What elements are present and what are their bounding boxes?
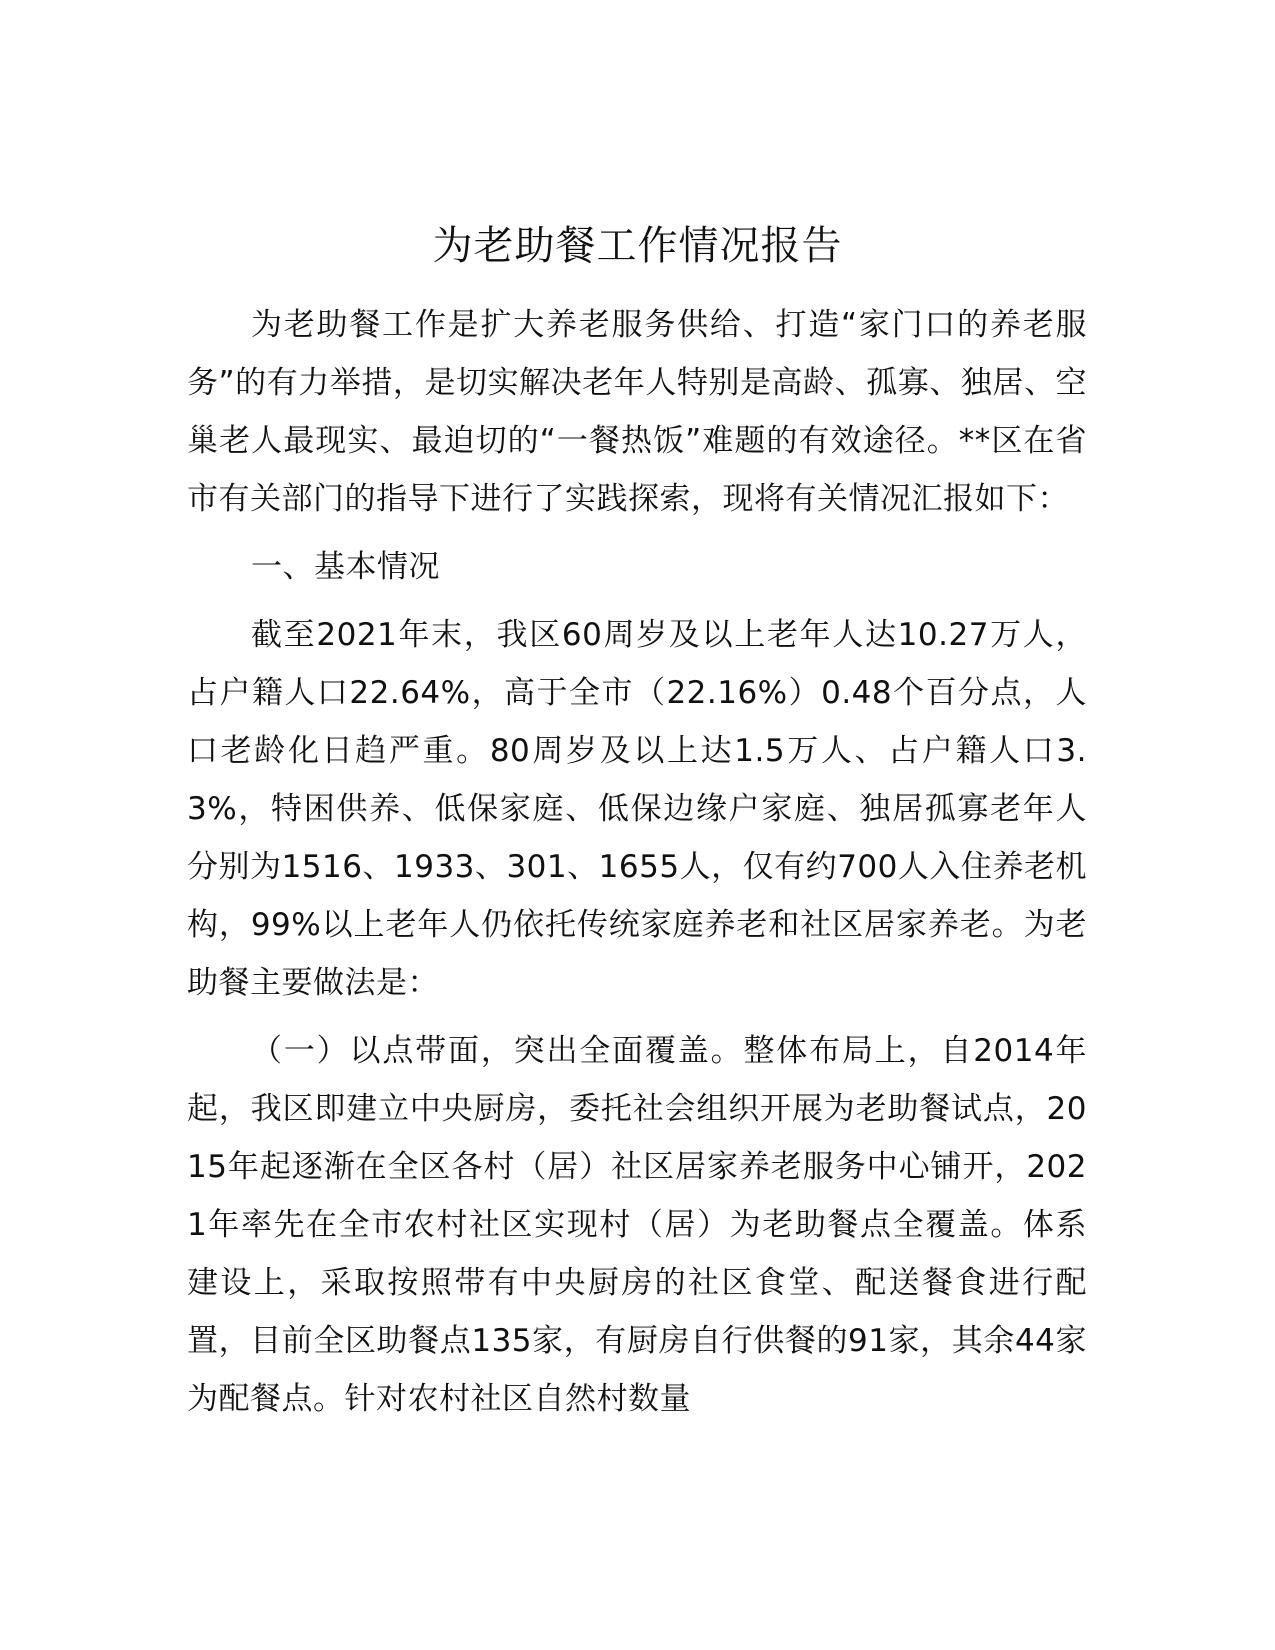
- document-body: [187, 296, 1087, 1428]
- document-title: 为老助餐工作情况报告: [432, 223, 843, 269]
- section-heading-basic-situation: 一、基本情况: [251, 549, 440, 585]
- intro-paragraph: 为老助餐工作是扩大养老服务供给、打造“家门口的养老服务”的有力举措，是切实解决老年人特别是高龄、孤寡、独居、空巢老人最现实、最迫切的“一餐热饭”难题的有效途径。**区在省市有关部门的指导下进行了实践探索，现将有关情况汇报如下：: [187, 307, 1087, 517]
- statistics-paragraph: 截至2021年末，我区60周岁及以上老年人达10.27万人，占户籍人口22.64%，高于全市（22.16%）0.48个百分点，人口老龄化日趋严重。80周岁及以上达1.5万人、占户籍人口3.3%，特困供养、低保家庭、低保边缘户家庭、独居孤寡老年人分别为1516、1933、301、1655人，仅有约700人入住养老机构，99%以上老年人仍依托传统家庭养老和社区居家养老。为老助餐主要做法是：: [187, 617, 1087, 1001]
- subsection-paragraph-coverage: （一）以点带面，突出全面覆盖。整体布局上，自2014年起，我区即建立中央厨房，委托社会组织开展为老助餐试点，2015年起逐渐在全区各村（居）社区居家养老服务中心铺开，2021年率先在全市农村社区实现村（居）为老助餐点全覆盖。体系建设上，采取按照带有中央厨房的社区食堂、配送餐食进行配置，目前全区助餐点135家，有厨房自行供餐的91家，其余44家为配餐点。针对农村社区自然村数量: [187, 1033, 1087, 1417]
